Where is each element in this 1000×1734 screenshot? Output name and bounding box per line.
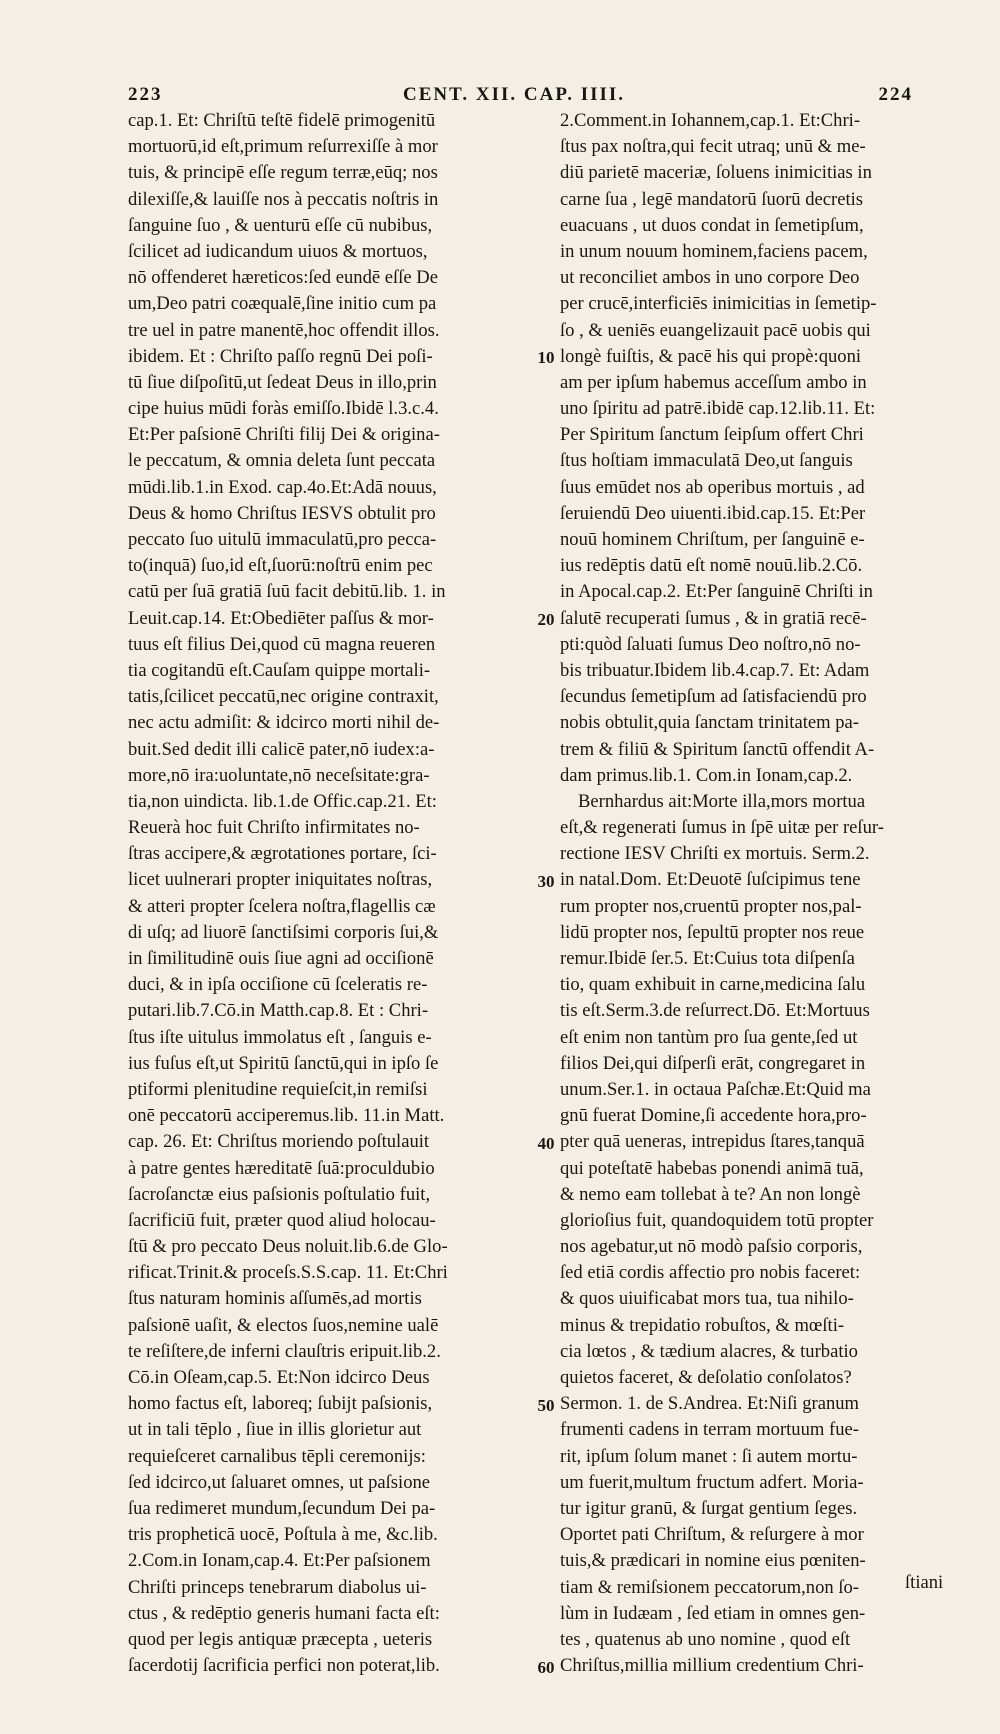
text-line: Per Spiritum ſanctum ſeipſum offert Chri bbox=[560, 424, 864, 446]
text-line: quietos faceret, & deſolatio conſolatos? bbox=[560, 1367, 852, 1388]
text-line: carne ſua , legē mandatorū ſuorū decretis bbox=[560, 188, 864, 210]
text-line: longè fuiſtis, & pacē his qui propè:quoni bbox=[560, 345, 862, 367]
text-line: Et:Per paſsionē Chriſti filij Dei & origina- bbox=[128, 424, 440, 446]
text-line: diū parietē maceriæ, ſoluens inimicitias in bbox=[560, 162, 872, 184]
text-line: dilexiſſe,& lauiſſe nos à peccatis noſtris in bbox=[128, 188, 439, 210]
text-line: Chriſtus,millia millium credentium Chri- bbox=[560, 1655, 864, 1677]
text-line: tris propheticā uocē, Poſtula à me, &c.lib. bbox=[128, 1524, 438, 1546]
text-line: nobis obtulit,quia ſanctam trinitatem pa- bbox=[560, 712, 859, 734]
text-line: ſcilicet ad iudicandum uiuos & mortuos, bbox=[128, 240, 428, 262]
right-text-column bbox=[560, 108, 960, 1679]
text-line: lùm in Iudæam , ſed etiam in omnes gen- bbox=[560, 1602, 866, 1624]
text-line: ſuus emūdet nos ab operibus mortuis , ad bbox=[560, 476, 865, 498]
text-line: ſed idcirco,ut ſaluaret omnes, ut paſsione bbox=[128, 1471, 431, 1493]
text-line: ſtus hoſtiam immaculatā Deo,ut ſanguis bbox=[560, 450, 853, 472]
text-line: tis eſt.Serm.3.de reſurrect.Dō. Et:Mortuus bbox=[560, 1000, 870, 1022]
text-line: ſo , & ueniēs euangelizauit pacē uobis qui bbox=[560, 319, 871, 341]
text-line: ſtus iſte uitulus immolatus eſt , ſanguis e- bbox=[128, 1026, 432, 1048]
text-line: homo factus eſt, laboreq; ſubijt paſsionis, bbox=[128, 1393, 433, 1415]
text-line: minus & trepidatio robuſtos, & mœſti- bbox=[560, 1314, 845, 1336]
text-line: tur igitur granū, & ſurgat gentium ſeges. bbox=[560, 1497, 858, 1519]
text-line: paſsionē uaſit, & electos ſuos,nemine ualē bbox=[128, 1314, 439, 1336]
line-marker: 20 bbox=[537, 609, 555, 629]
text-line: ſacroſanctæ eius paſsionis poſtulatio fuit, bbox=[128, 1183, 431, 1205]
text-line: more,nō ira:uoluntate,nō neceſsitate:gra- bbox=[128, 764, 430, 786]
text-line: tuis,& prædicari in nomine eius pœniten- bbox=[560, 1550, 866, 1572]
text-line: ctus , & redēptio generis humani facta eſt: bbox=[128, 1602, 440, 1624]
line-marker: 40 bbox=[537, 1133, 555, 1153]
text-line: pter quā ueneras, intrepidus ſtares,tanquā bbox=[560, 1131, 865, 1153]
text-line: ptiformi plenitudine requieſcit,in remiſsi bbox=[128, 1078, 428, 1100]
text-line: dam primus.lib.1. Com.in Ionam,cap.2. bbox=[560, 764, 853, 786]
text-line: Oportet pati Chriſtum, & reſurgere à mor bbox=[560, 1524, 864, 1546]
text-line: duci, & in ipſa occiſione cū ſceleratis re- bbox=[128, 974, 428, 996]
text-line: ut reconciliet ambos in uno corpore Deo bbox=[560, 267, 860, 289]
text-line: filios Dei,qui diſperſi erāt, congregaret in bbox=[560, 1052, 866, 1074]
text-line: per crucē,interficiēs inimicitias in ſemetip- bbox=[560, 293, 877, 315]
text-line: ut in tali tēplo , ſiue in illis glorietur aut bbox=[128, 1419, 422, 1441]
text-line: um,Deo patri coæqualē,ſine initio cum pa bbox=[128, 293, 437, 315]
text-line: Bernhardus ait:Morte illa,mors mortua bbox=[578, 790, 866, 812]
text-line: Leuit.cap.14. Et:Obediēter paſſus & mor- bbox=[128, 607, 434, 629]
text-line: qui poteſtatē habebas ponendi animā tuā, bbox=[560, 1157, 864, 1179]
text-line: tuus eſt filius Dei,quod cū magna reueren bbox=[128, 633, 436, 655]
text-line: onē peccatorū acciperemus.lib. 11.in Matt. bbox=[128, 1105, 445, 1127]
running-header bbox=[128, 84, 913, 106]
text-line: tia cogitandū eſt.Cauſam quippe mortali- bbox=[128, 659, 431, 681]
text-line: pti:quòd ſaluati ſumus Deo noſtro,nō no- bbox=[560, 633, 861, 655]
text-line: lidū propter nos, ſepultū propter nos reue bbox=[560, 921, 865, 943]
text-line: & quos uiuificabat mors tua, tua nihilo- bbox=[560, 1288, 854, 1310]
text-line: ſtras accipere,& ægrotationes portare, ſci- bbox=[128, 843, 437, 865]
text-line: quod per legis antiquæ præcepta , ueteris bbox=[128, 1628, 433, 1650]
text-line: tū ſiue diſpoſitū,ut ſedeat Deus in illo,prin bbox=[128, 371, 437, 393]
text-line: catū per ſuā gratiā ſuū facit debitū.lib. 1. in bbox=[128, 581, 446, 603]
text-line: in natal.Dom. Et:Deuotē ſuſcipimus tene bbox=[560, 869, 861, 891]
running-title: CENT. XII. CAP. IIII. bbox=[403, 84, 626, 105]
line-marker: 60 bbox=[537, 1657, 555, 1677]
text-line: tes , quatenus ab uno nomine , quod eſt bbox=[560, 1628, 851, 1650]
text-line: nec actu admiſit: & idcirco morti nihil de- bbox=[128, 712, 440, 734]
right-page-number: 224 bbox=[878, 84, 913, 105]
text-line: 2.Com.in Ionam,cap.4. Et:Per paſsionem bbox=[128, 1550, 431, 1572]
text-line: ſed etiā cordis affectio pro nobis faceret: bbox=[560, 1262, 861, 1284]
text-line: cap. 26. Et: Chriſtus moriendo poſtulauit bbox=[128, 1131, 430, 1153]
text-line: Chriſti princeps tenebrarum diabolus ui- bbox=[128, 1576, 427, 1598]
text-line: ſtus pax noſtra,qui fecit utraq; unū & me- bbox=[560, 136, 866, 158]
text-line: ius fuſus eſt,ut Spiritū ſanctū,qui in ipſo ſe bbox=[128, 1052, 439, 1074]
text-line: nouū hominem Chriſtum, per ſanguinē e- bbox=[560, 529, 865, 550]
text-line: glorioſius fuit, quandoquidem totū propter bbox=[560, 1209, 874, 1231]
text-line: nos agebatur,ut nō modò paſsio corporis, bbox=[560, 1236, 863, 1258]
text-line: 2.Comment.in Iohannem,cap.1. Et:Chri- bbox=[560, 110, 861, 131]
text-line: Sermon. 1. de S.Andrea. Et:Niſi granum bbox=[560, 1393, 859, 1415]
text-line: rit, ipſum ſolum manet : ſi autem mortu- bbox=[560, 1445, 858, 1467]
text-line: euacuans , ut duos condat in ſemetipſum, bbox=[560, 214, 864, 236]
text-line: putari.lib.7.Cō.in Matth.cap.8. Et : Chri- bbox=[128, 1000, 429, 1022]
text-line: cia lœtos , & tædium alacres, & turbatio bbox=[560, 1340, 858, 1362]
text-line: mortuorū,id eſt,primum reſurrexiſſe à mor bbox=[128, 136, 438, 158]
text-line: cap.1. Et: Chriſtū teſtē fidelē primogenitū bbox=[128, 110, 436, 131]
text-line: eſt enim non tantùm pro ſua gente,ſed ut bbox=[560, 1026, 858, 1048]
text-line: in ſimilitudinē ouis ſiue agni ad occiſionē bbox=[128, 948, 434, 969]
text-line: à patre gentes hæreditatē ſuā:proculdubio bbox=[128, 1157, 435, 1179]
text-line: tio, quam exhibuit in carne,medicina ſalu bbox=[560, 974, 866, 996]
text-line: tuis, & principē eſſe regum terræ,eūq; nos bbox=[128, 162, 438, 184]
text-line: di uſq; ad liuorē ſanctiſsimi corporis ſui,& bbox=[128, 921, 439, 943]
text-line: te reſiſtere,de inferni clauſtris eripuit.lib.2. bbox=[128, 1340, 441, 1362]
text-line: ſua redimeret mundum,ſecundum Dei pa- bbox=[128, 1497, 436, 1519]
text-line: frumenti cadens in terram mortuum fue- bbox=[560, 1419, 859, 1441]
text-line: tia,non uindicta. lib.1.de Offic.cap.21. Et: bbox=[128, 790, 437, 812]
text-line: rum propter nos,cruentū propter nos,pal- bbox=[560, 895, 862, 917]
text-line: le peccatum, & omnia deleta ſunt peccata bbox=[128, 450, 436, 472]
text-line: rectione IESV Chriſti ex mortuis. Serm.2. bbox=[560, 843, 870, 865]
text-line: gnū fuerat Domine,ſi accedente hora,pro- bbox=[560, 1105, 867, 1127]
text-line: bis tribuatur.Ibidem lib.4.cap.7. Et: Adam bbox=[560, 659, 870, 681]
text-line: in unum nouum hominem,faciens pacem, bbox=[560, 240, 868, 262]
text-line: nō offenderet hæreticos:ſed eundē eſſe De bbox=[128, 267, 438, 289]
text-line: Reuerà hoc fuit Chriſto infirmitates no- bbox=[128, 817, 420, 839]
text-line: cipe huius mūdi foràs emiſſo.Ibidē l.3.c.4. bbox=[128, 398, 439, 420]
text-line: & nemo eam tollebat à te? An non longè bbox=[560, 1183, 861, 1205]
text-line: ſtus naturam hominis aſſumēs,ad mortis bbox=[128, 1288, 422, 1310]
text-line: tatis,ſcilicet peccatū,nec origine contraxit, bbox=[128, 686, 439, 708]
text-line: rificat.Trinit.& proceſs.S.S.cap. 11. Et:Chri bbox=[128, 1262, 448, 1284]
text-line: remur.Ibidē ſer.5. Et:Cuius tota diſpenſa bbox=[560, 948, 855, 969]
line-marker: 50 bbox=[537, 1395, 555, 1415]
line-marker: 10 bbox=[537, 347, 555, 367]
left-page-number: 223 bbox=[128, 84, 163, 105]
text-line: ibidem. Et : Chriſto paſſo regnū Dei poſi- bbox=[128, 345, 433, 367]
text-line: tre uel in patre manentē,hoc offendit illos. bbox=[128, 319, 440, 341]
text-line: mūdi.lib.1.in Exod. cap.4o.Et:Adā nouus, bbox=[128, 476, 437, 498]
text-line: Cō.in Oſeam,cap.5. Et:Non idcirco Deus bbox=[128, 1367, 430, 1388]
text-line: & atteri propter ſcelera noſtra,flagellis cæ bbox=[128, 895, 436, 917]
text-line: ſalutē recuperati ſumus , & in gratiā recē- bbox=[560, 607, 867, 629]
text-line: tiam & remiſsionem peccatorum,non ſo- bbox=[560, 1576, 859, 1598]
text-line: ſecundus ſemetipſum ad ſatisfaciendū pro bbox=[560, 686, 867, 708]
text-line: to(inquā) ſuo,id eſt,ſuorū:noſtrū enim pec bbox=[128, 555, 433, 577]
text-line: buit.Sed dedit illi calicē pater,nō iudex:a- bbox=[128, 738, 435, 760]
catchword: ſtiani bbox=[905, 1572, 944, 1593]
text-line: ſacrificiū fuit, præter quod aliud holocau- bbox=[128, 1209, 436, 1231]
text-line: requieſceret carnalibus tēpli ceremonijs: bbox=[128, 1445, 426, 1467]
text-line: am per ipſum habemus acceſſum ambo in bbox=[560, 371, 867, 393]
text-line: licet uulnerari propter iniquitates noſtras, bbox=[128, 869, 433, 891]
text-line: ſanguine ſuo , & uenturū eſſe cū nubibus, bbox=[128, 214, 433, 236]
text-line: peccato ſuo uitulū immaculatū,pro pecca- bbox=[128, 529, 437, 550]
text-line: in Apocal.cap.2. Et:Per ſanguinē Chriſti in bbox=[560, 581, 873, 603]
text-line: ius redēptis datū eſt nomē nouū.lib.2.Cō. bbox=[560, 555, 863, 577]
text-line: ſeruiendū Deo uiuenti.ibid.cap.15. Et:Per bbox=[560, 502, 866, 524]
text-line: eſt,& regenerati ſumus in ſpē uitæ per reſur- bbox=[560, 817, 884, 839]
text-line: ſtū & pro peccato Deus noluit.lib.6.de Glo- bbox=[128, 1236, 448, 1258]
line-marker: 30 bbox=[537, 871, 555, 891]
text-line: unum.Ser.1. in octaua Paſchæ.Et:Quid ma bbox=[560, 1078, 871, 1100]
left-text-column bbox=[128, 108, 523, 1679]
text-line: ſacerdotij ſacrificia perfici non poterat,lib. bbox=[128, 1655, 440, 1677]
text-line: Deus & homo Chriſtus IESVS obtulit pro bbox=[128, 502, 436, 524]
text-line: uno ſpiritu ad patrē.ibidē cap.12.lib.11. Et: bbox=[560, 398, 876, 420]
text-line: um fuerit,multum fructum adfert. Moria- bbox=[560, 1471, 864, 1493]
text-line: trem & filiū & Spiritum ſanctū offendit A- bbox=[560, 738, 875, 760]
